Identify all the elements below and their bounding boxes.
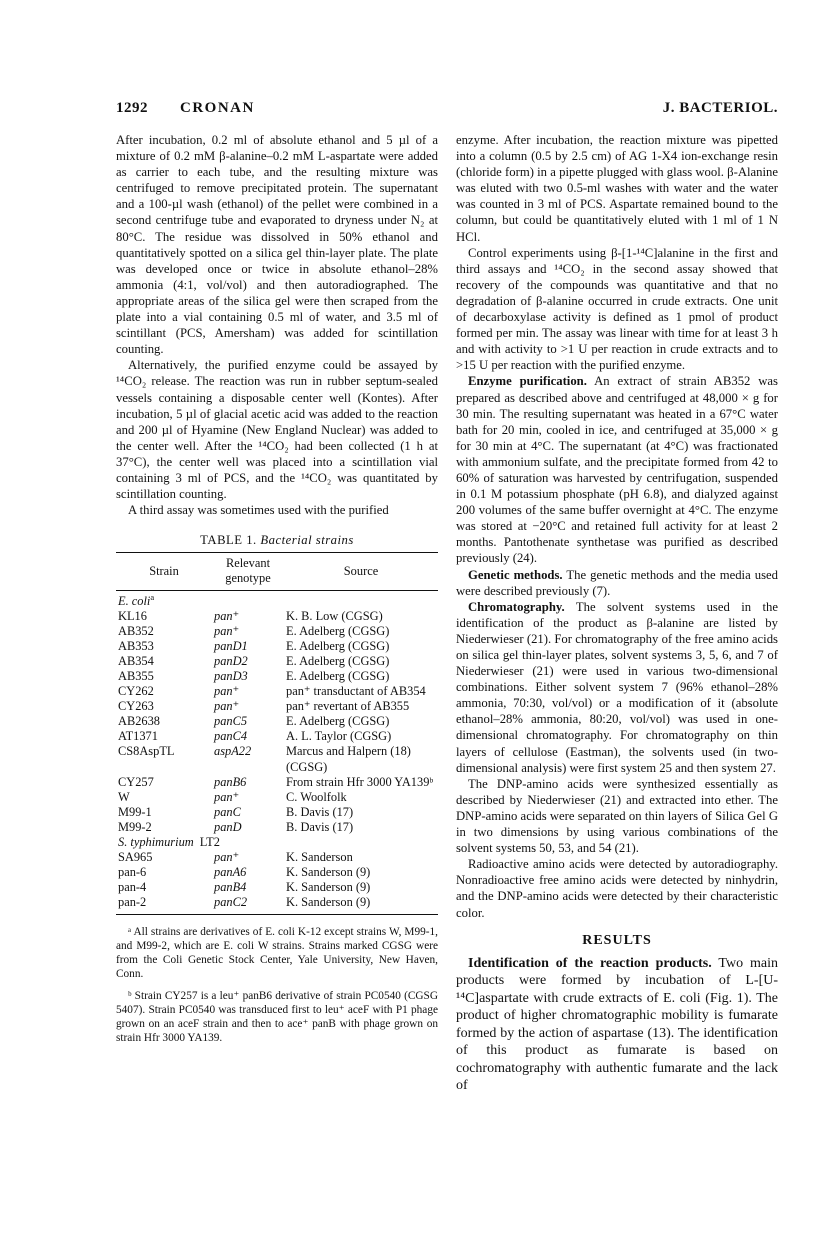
source-cell: pan⁺ revertant of AB355	[286, 699, 410, 714]
source-cell: K. Sanderson (9)	[286, 880, 371, 895]
paragraph-enzyme-purification: An extract of strain AB352 was prepared as described above and centrifuged at 48,000 × g for 30 min. The resulting supernatant was heated in a 67°C water bath for 20 min, cooled in ice, and centrifuged at 35,000 × g for 30 min at 4°C. The supernatant (at 4°C) was fractionated with ammonium sulfate, and the precipitate formed from 42 to 60% of saturation was harvested by centrifugation, suspended in 0.1 M potassium phosphate (pH 6.8), and dialyzed against 200 volumes of the same buffer overnight at 4°C. The enzyme was stored at −20°C and retained full activity for at least 2 months. Pantothenate synthetase was purified as described previously (24).	[456, 374, 778, 566]
heading-chromatography: Chromatography.	[468, 599, 565, 614]
paragraph-third-assay: A third assay was sometimes used with the purified	[128, 503, 389, 518]
table-row	[116, 790, 438, 805]
source-cell: E. Adelberg (CGSG)	[286, 638, 390, 653]
table-caption: Bacterial strains	[260, 533, 354, 548]
org-styphimurium-strain: LT2	[199, 835, 220, 850]
table-row	[116, 684, 438, 699]
strain-cell: AB355	[118, 669, 154, 683]
heading-genetic-methods: Genetic methods.	[468, 567, 563, 582]
col-header-source: Source	[284, 553, 438, 590]
heading-enzyme-purification: Enzyme purification.	[468, 374, 587, 389]
strain-cell: pan-6	[118, 865, 147, 880]
table-row	[116, 865, 438, 880]
org-row-ecoli	[116, 590, 438, 609]
strain-cell: CY262	[118, 684, 154, 699]
footnote-a: ᵃ All strains are derivatives of E. coli K-12 except strains W, M99-1, and M99-2, which are E. coli W strains. Strains marked CGSG were from the Coli Genetic Stock Center, Yale University, New Haven, Conn.	[116, 925, 438, 980]
table-row	[116, 609, 438, 624]
source-cell: K. Sanderson	[286, 850, 353, 865]
running-author: CRONAN	[180, 100, 255, 116]
source-cell: B. Davis (17)	[286, 819, 354, 834]
genotype-cell: pan⁺	[214, 699, 240, 714]
page-number: 1292	[116, 100, 148, 116]
genotype-cell: pan⁺	[214, 623, 240, 638]
right-column	[456, 132, 778, 1095]
strain-cell: AB352	[118, 623, 154, 638]
genotype-cell: panB4	[214, 880, 247, 895]
page-header	[116, 100, 778, 124]
strain-cell: AB2638	[118, 714, 160, 729]
table-row	[116, 639, 438, 654]
table-title	[116, 532, 438, 548]
strain-cell: pan-2	[116, 895, 212, 914]
strain-cell: CY263	[118, 699, 154, 714]
genotype-cell: panD1	[214, 638, 248, 653]
paragraph-third-assay-continued: enzyme. After incubation, the reaction mixture was pipetted into a column (0.5 by 2.5 cm) of AG 1-X4 ion-exchange resin (chloride form) in a pipette plugged with glass wool. β-Alanine was eluted with two 0.5-ml washes with water and the water was counted in 3 ml of PCS. Aspartate remained bound to the column, but could be quantitatively eluted with 1 ml of 1 N HCl.	[456, 133, 778, 244]
strain-cell: pan-4	[118, 880, 147, 895]
strain-cell: AB353	[118, 638, 154, 653]
source-cell: E. Adelberg (CGSG)	[286, 653, 390, 668]
col-header-genotype: Relevant genotype	[212, 553, 284, 590]
paragraph-assay-continued: After incubation, 0.2 ml of absolute ethanol and 5 µl of a mixture of 0.2 mM β-alanine–0.2 mM L-aspartate were added as carrier to each tube, and the resulting mixture was centrifuged to remove precipitated protein. The supernatant and a 100-µl wash (ethanol) of the pellet were combined in a second centrifuge tube and evaporated to dryness under N₂ at 80°C. The residue was dissolved in 50% ethanol and quantitatively spotted on a silica gel thin-layer plate. The plate was developed once or twice in absolute ethanol–28% ammonia (4:1, vol/vol) and then autoradiographed. The appropriate areas of the silica gel were then scraped from the plate into a vial containing 0.5 ml of water, and 3.5 ml of scintillant (PCS, Amersham) was added for scintillation counting.	[116, 133, 438, 357]
source-cell: B. Davis (17)	[286, 804, 354, 819]
journal-name: J. BACTERIOL.	[662, 100, 778, 116]
table-row	[116, 850, 438, 865]
strain-cell: SA965	[118, 850, 153, 865]
source-cell: K. Sanderson (9)	[286, 865, 371, 880]
source-cell: pan⁺ transductant of AB354	[286, 684, 426, 699]
strain-cell: CY257	[118, 774, 154, 789]
footnote-b: ᵇ Strain CY257 is a leu⁺ panB6 derivative of strain PC0540 (CGSG 5407). Strain PC0540 was transduced first to leu⁺ aceF with P1 phage grown on an aceF strain and then to ace⁺ panB with phage grown on strain Hfr 3000 YA139.	[116, 989, 438, 1045]
table-row	[116, 624, 438, 639]
section-heading-results: RESULTS	[582, 932, 652, 948]
source-cell: E. Adelberg (CGSG)	[286, 669, 390, 683]
table-row	[116, 654, 438, 669]
table-row	[116, 805, 438, 820]
genotype-cell: pan⁺	[214, 850, 240, 865]
strain-cell: M99-2	[118, 819, 152, 834]
strain-cell: KL16	[118, 608, 147, 623]
genotype-cell: panC4	[214, 729, 248, 744]
source-cell: From strain Hfr 3000 YA139ᵇ	[286, 774, 434, 789]
footnote-marker-a: a	[150, 591, 155, 602]
table-row	[116, 714, 438, 729]
genotype-cell: panA6	[214, 865, 247, 880]
genotype-cell: panD3	[214, 669, 248, 683]
heading-identification: Identification of the reaction products.	[468, 955, 712, 971]
genotype-cell: panC5	[214, 714, 248, 729]
org-ecoli: E. coli	[118, 593, 151, 608]
genotype-cell: pan⁺	[214, 789, 240, 804]
strains-table	[116, 552, 438, 914]
genotype-cell: aspA22	[214, 744, 252, 759]
source-cell: Marcus and Halpern (18) (CGSG)	[286, 744, 411, 774]
genotype-cell: panC2	[212, 895, 284, 914]
table-row	[116, 744, 438, 774]
genotype-cell: panC	[214, 804, 241, 819]
left-column	[116, 132, 438, 1045]
table-row	[116, 729, 438, 744]
paragraph-chromatography: The solvent systems used in the identification of the product as β-alanine are listed by Niederwieser (21). For chromatography of the free amino acids on silica gel thin-layer plates, solvent systems 3, 5, 6, and 7 of Niederwieser (21) were used in various two-dimensional combinations. Either solvent system 7 (96% ethanol–28% ammonia, 70:30, vol/vol) or a modification of it (absolute ethanol–28% ammonia, 80:20, vol/vol) was used in one-dimensional chromatography. For chromatography on thin layers of cellulose (Eastman), the solvents used (in two-dimensional analysis) were first system 25 and then system 27.	[456, 599, 778, 775]
org-row-styphimurium	[116, 835, 438, 850]
source-cell: A. L. Taylor (CGSG)	[286, 729, 392, 744]
paragraph-identification: Two main products were formed by incubation of L-[U-¹⁴C]aspartate with crude extracts of E. coli (Fig. 1). The product of higher chromatographic mobility is fumarate formed by the action of aspartase (13). The identification of this product as fumarate is based on cochromatography with authentic fumarate and the lack of	[456, 955, 778, 1094]
table-row	[116, 880, 438, 895]
genotype-cell: pan⁺	[214, 684, 240, 699]
strain-cell: AB354	[118, 653, 154, 668]
genotype-cell: panD2	[214, 653, 248, 668]
source-cell: C. Woolfolk	[286, 789, 347, 804]
table-row	[116, 699, 438, 714]
source-cell: K. Sanderson (9)	[284, 895, 438, 914]
source-cell: K. B. Low (CGSG)	[286, 608, 383, 623]
genotype-cell: panD	[214, 819, 242, 834]
table-row	[116, 669, 438, 684]
source-cell: E. Adelberg (CGSG)	[286, 623, 390, 638]
col-header-strain: Strain	[116, 553, 212, 590]
strain-cell: CS8AspTL	[118, 744, 175, 759]
paragraph-genetic-methods: The genetic methods and the media used were described previously (7).	[456, 567, 778, 598]
paragraph-detection: Radioactive amino acids were detected by autoradiography. Nonradioactive free amino acids were detected by ninhydrin, and the DNP-amino acids were detected by their characteristic color.	[456, 857, 778, 920]
source-cell: E. Adelberg (CGSG)	[286, 714, 390, 729]
table-row	[116, 820, 438, 835]
genotype-cell: pan⁺	[214, 608, 240, 623]
paragraph-dnp-amino-acids: The DNP-amino acids were synthesized essentially as described by Niederwieser (21) and extracted into ether. The DNP-amino acids were separated on thin layers of Silica Gel G in two dimensions by using various combinations of the solvent systems 50, 53, and 54 (21).	[456, 776, 778, 856]
strain-cell: W	[118, 789, 130, 804]
genotype-cell: panB6	[214, 774, 247, 789]
strain-cell: AT1371	[118, 729, 158, 744]
org-styphimurium: S. typhimurium	[118, 835, 194, 850]
table-row	[116, 895, 438, 914]
table-row	[116, 775, 438, 790]
table-label: TABLE 1.	[200, 533, 261, 548]
paragraph-co2-assay: Alternatively, the purified enzyme could be assayed by ¹⁴CO₂ release. The reaction was run in rubber septum-sealed vessels containing a disposable center well (Kontes). After incubation, 5 µl of glacial acetic acid was added to the reaction and 200 µl of Hyamine (New England Nuclear) was added to the center well. After the ¹⁴CO₂ had been collected (1 h at 37°C), the center well was placed into a scintillation vial containing 3 ml of PCS, and the ¹⁴CO₂ was quantitated by scintillation counting.	[116, 358, 438, 502]
paragraph-control-experiments: Control experiments using β-[1-¹⁴C]alanine in the first and third assays and ¹⁴CO₂ in the second assay showed that recovery of the compounds was quantitative and that no degradation of β-alanine occurred in crude extracts. One unit of decarboxylase activity is defined as 1 pmol of product formed per min. The assay was linear with time for at least 3 h and with activity to >1 U per reaction in crude extracts and to >15 U per reaction with the purified enzyme.	[456, 245, 778, 373]
strain-cell: M99-1	[118, 804, 152, 819]
